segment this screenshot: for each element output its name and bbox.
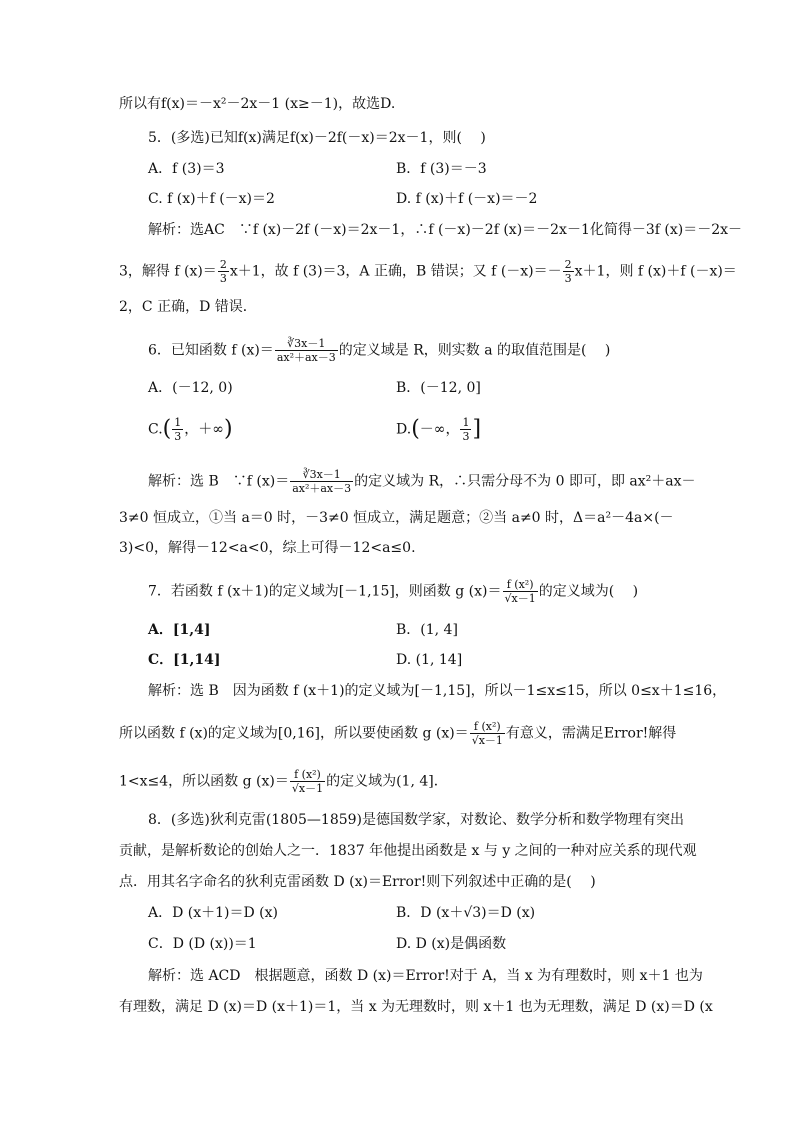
question-8-stem-line-3: 点．用其名字命名的狄利克雷函数 D (x)＝Error!则下列叙述中正确的是( ) (119, 874, 596, 890)
question-7-stem (148, 578, 638, 605)
left-paren: ( (162, 416, 172, 442)
q6-option-c (148, 416, 233, 443)
frac-num: 2 (219, 258, 227, 271)
q7-option-d: D. (1, 14] (396, 652, 463, 668)
text-line-1: 所以有f(x)＝－x²－2x－1 (x≥－1)，故选D. (119, 96, 396, 112)
q6-option-d (396, 416, 481, 443)
q6-solution-line-2: 3≠0 恒成立，①当 a＝0 时，－3≠0 恒成立，满足题意；②当 a≠0 时，Δ＝a²－4a×(－ (119, 510, 674, 526)
question-8-stem-line-1: 8．(多选)狄利克雷(1805—1859)是德国数学家，对数论、数学分析和数学物理有突出 (148, 812, 685, 828)
q8-solution-line-1: 解析：选 ACD 根据题意，函数 D (x)＝Error!对于 A，当 x 为有理数时，则 x＋1 也为 (148, 968, 703, 984)
q6-text-post: 的定义域是 R，则实数 a 的取值范围是( ) (338, 342, 611, 359)
frac-num: f (x²) (290, 768, 325, 782)
q6-sol-text-pre: 解析：选 B ∵f (x)＝ (148, 473, 290, 490)
q5-sol-text-pre: 3，解得 f (x)＝ (119, 263, 217, 280)
frac-den: √x－1 (291, 782, 324, 795)
q7-option-c: C．[1,14] (148, 652, 221, 668)
fraction-one-third (172, 416, 183, 443)
q8-option-a: A．D (x＋1)＝D (x) (148, 905, 279, 921)
q6-sol-fraction (290, 468, 353, 495)
q5-option-b: B．f (3)＝－3 (396, 161, 487, 177)
fraction-one-third (460, 416, 471, 443)
q7-sol-text-pre: 所以函数 f (x)的定义域为[0,16]，所以要使函数 g (x)＝ (119, 725, 469, 742)
q8-option-d: D. D (x)是偶函数 (396, 936, 507, 952)
frac-den: √x－1 (504, 592, 536, 605)
q5-solution-line-1: 解析：选AC ∵f (x)－2f (－x)＝2x－1，∴f (－x)－2f (x)＝－2x－1化简得－3f (x)＝－2x－ (148, 222, 743, 238)
q7-solution-line-1: 解析：选 B 因为函数 f (x＋1)的定义域为[－1,15]，所以－1≤x≤15，所以 0≤x＋1≤16， (148, 683, 727, 699)
q5-option-a: A．f (3)＝3 (148, 161, 225, 177)
q5-option-c: C. f (x)＋f (－x)＝2 (148, 191, 275, 207)
frac-num: ∛3x－1 (275, 337, 338, 351)
q5-option-d: D. f (x)＋f (－x)＝－2 (396, 191, 538, 207)
q7-text-pre: 7．若函数 f (x＋1)的定义域为[－1,15]，则函数 g (x)＝ (148, 583, 502, 600)
question-8-stem-line-2: 贡献，是解析数论的创始人之一．1837 年他提出函数是 x 与 y 之间的一种对应关系的现代观 (119, 843, 697, 859)
fraction-two-thirds (563, 258, 574, 285)
q5-solution-line-3: 2，C 正确，D 错误． (119, 299, 257, 315)
q7-option-b: B．(1, 4] (396, 622, 458, 638)
q8-option-b: B．D (x＋√3)＝D (x) (396, 905, 536, 921)
q7-sol-text-post: 有意义，需满足Error!解得 (505, 725, 677, 742)
interval-text: －∞， (419, 421, 460, 438)
q8-option-c: C．D (D (x))＝1 (148, 936, 257, 952)
frac-num: 2 (564, 258, 572, 271)
q6-fraction (275, 337, 338, 364)
frac-num: 1 (174, 416, 182, 429)
q6-sol-text-post: 的定义域为 R，∴只需分母不为 0 即可，即 ax²＋ax－ (354, 473, 696, 490)
right-bracket: ] (472, 416, 482, 442)
q7-solution-line-2 (119, 720, 676, 747)
frac-den: ax²＋ax－3 (292, 482, 352, 495)
fraction-two-thirds (218, 258, 229, 285)
question-5-stem: 5．(多选)已知f(x)满足f(x)－2f(－x)＝2x－1，则( ) (148, 130, 486, 146)
frac-num: ∛3x－1 (290, 468, 353, 482)
option-label: C. (148, 421, 163, 438)
q6-option-b: B．(－12, 0] (396, 380, 481, 396)
q6-solution-line-3: 3)<0，解得－12<a<0，综上可得－12<a≤0. (119, 540, 416, 556)
frac-den: √x－1 (471, 734, 503, 747)
q5-sol-text-mid: x＋1，故 f (3)＝3，A 正确，B 错误；又 f (－x)＝－ (229, 263, 562, 280)
q7-text-post: 的定义域为( ) (538, 583, 639, 600)
q7-sol-fraction (290, 768, 325, 795)
q5-solution-line-2 (119, 258, 737, 285)
frac-num: 1 (462, 416, 470, 429)
frac-den: 3 (174, 430, 182, 443)
frac-den: 3 (462, 430, 470, 443)
frac-den: 3 (219, 272, 227, 285)
q8-solution-line-2: 有理数，满足 D (x)＝D (x＋1)＝1，当 x 为无理数时，则 x＋1 也为无理数，满足 D (x)＝D (x (119, 999, 713, 1015)
option-label: D. (396, 421, 412, 438)
q5-sol-text-post: x＋1，则 f (x)＋f (－x)＝ (574, 263, 737, 280)
q6-option-a: A．(－12, 0) (148, 380, 233, 396)
left-paren: ( (411, 416, 420, 442)
q7-sol-text-pre: 1<x≤4，所以函数 g (x)＝ (119, 773, 289, 790)
q7-solution-line-3 (119, 768, 448, 795)
q7-option-a: A．[1,4] (148, 622, 211, 638)
q7-fraction (503, 578, 538, 605)
frac-den: ax²＋ax－3 (276, 351, 336, 364)
q7-sol-text-post: 的定义域为(1, 4]． (326, 773, 448, 790)
right-paren: ) (223, 416, 233, 442)
frac-den: 3 (564, 272, 572, 285)
frac-num: f (x²) (503, 578, 538, 592)
q6-text-pre: 6．已知函数 f (x)＝ (148, 342, 274, 359)
interval-text: ，＋∞ (184, 421, 224, 438)
q6-solution-line-1 (148, 468, 696, 495)
frac-num: f (x²) (470, 720, 505, 734)
q7-sol-fraction (470, 720, 505, 747)
question-6-stem (148, 337, 610, 364)
